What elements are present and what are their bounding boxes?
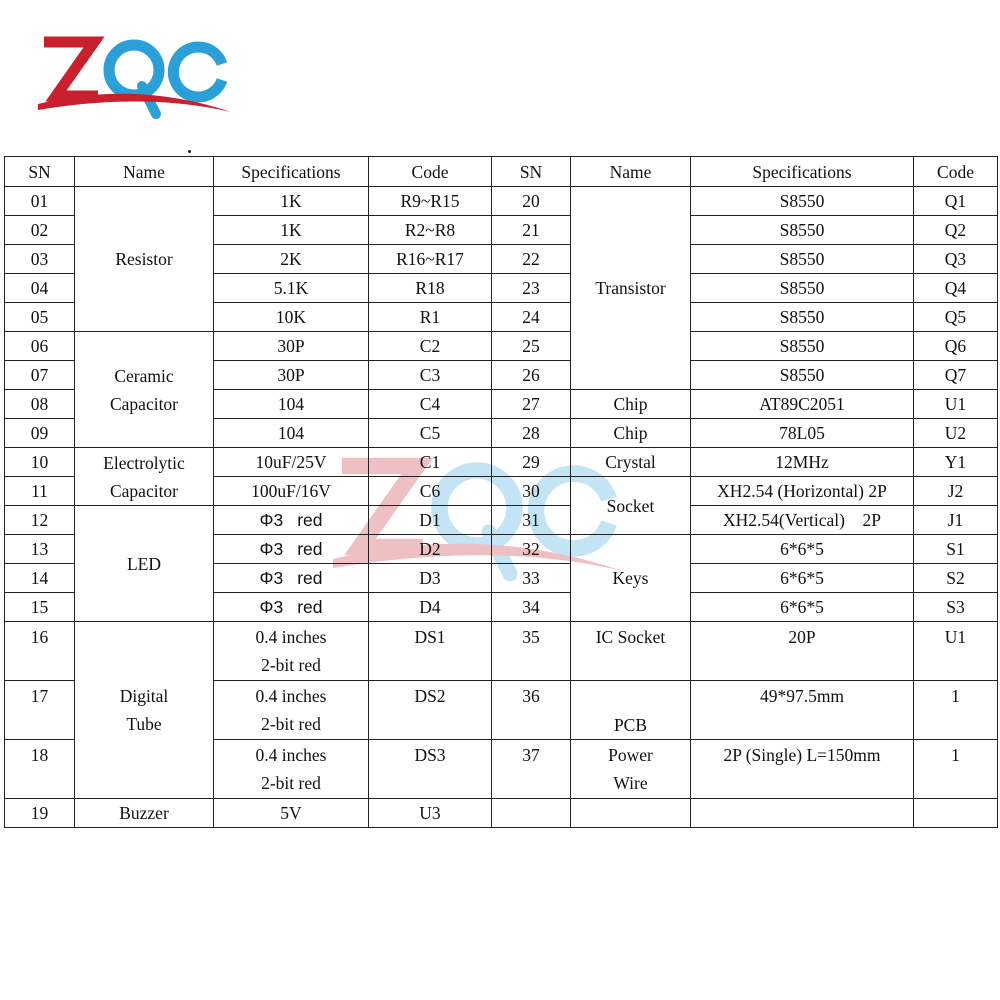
led-phi: Φ3 <box>259 539 284 559</box>
cell-sn: 01 <box>5 187 75 216</box>
cell-code: U1 <box>914 622 998 681</box>
cell-sn: 35 <box>492 622 571 681</box>
cell-spec: S8550 <box>691 332 914 361</box>
cell-sn: 09 <box>5 419 75 448</box>
cell-empty <box>914 799 998 828</box>
cell-code: D4 <box>369 593 492 622</box>
name-electrolytic-capacitor <box>75 448 214 506</box>
cell-code: C5 <box>369 419 492 448</box>
cell-spec-led <box>214 564 369 593</box>
name-line: Digital <box>119 686 169 706</box>
cell-spec: 1K <box>214 187 369 216</box>
name-socket: Socket <box>571 477 691 535</box>
cell-spec: 104 <box>214 419 369 448</box>
cell-code: 1 <box>914 740 998 799</box>
cell-sn: 04 <box>5 274 75 303</box>
led-phi: Φ3 <box>259 568 284 588</box>
cell-code: C1 <box>369 448 492 477</box>
cell-code: DS3 <box>369 740 492 799</box>
cell-empty <box>691 799 914 828</box>
name-led: LED <box>75 506 214 622</box>
header-specifications: Specifications <box>214 157 369 187</box>
cell-sn: 18 <box>5 740 75 799</box>
led-color: red <box>297 568 323 588</box>
cell-spec: 5V <box>214 799 369 828</box>
cell-sn: 02 <box>5 216 75 245</box>
name-ic-socket: IC Socket <box>571 622 691 681</box>
cell-code: Q6 <box>914 332 998 361</box>
header-sn: SN <box>492 157 571 187</box>
led-phi: Φ3 <box>259 510 284 530</box>
cell-sn: 07 <box>5 361 75 390</box>
name-line: Capacitor <box>109 480 179 501</box>
cell-sn: 05 <box>5 303 75 332</box>
cell-code: Q2 <box>914 216 998 245</box>
cell-sn: 22 <box>492 245 571 274</box>
cell-spec: S8550 <box>691 216 914 245</box>
name-chip: Chip <box>571 390 691 419</box>
cell-spec: 12MHz <box>691 448 914 477</box>
cell-spec: S8550 <box>691 303 914 332</box>
cell-code: D2 <box>369 535 492 564</box>
cell-sn: 30 <box>492 477 571 506</box>
cell-sn: 17 <box>5 681 75 740</box>
cell-code: 1 <box>914 681 998 740</box>
cell-code: R18 <box>369 274 492 303</box>
cell-spec: S8550 <box>691 274 914 303</box>
cell-sn: 23 <box>492 274 571 303</box>
cell-sn: 24 <box>492 303 571 332</box>
cell-spec-led <box>214 593 369 622</box>
cell-spec: 1K <box>214 216 369 245</box>
header-specifications: Specifications <box>691 157 914 187</box>
cell-sn: 32 <box>492 535 571 564</box>
cell-sn: 37 <box>492 740 571 799</box>
cell-code: Q7 <box>914 361 998 390</box>
cell-sn: 25 <box>492 332 571 361</box>
cell-spec: 2K <box>214 245 369 274</box>
cell-code: DS2 <box>369 681 492 740</box>
cell-spec: AT89C2051 <box>691 390 914 419</box>
cell-sn: 28 <box>492 419 571 448</box>
cell-code: R1 <box>369 303 492 332</box>
header-row <box>5 157 998 187</box>
cell-code: J1 <box>914 506 998 535</box>
cell-sn: 27 <box>492 390 571 419</box>
cell-sn: 10 <box>5 448 75 477</box>
cell-sn: 31 <box>492 506 571 535</box>
name-resistor: Resistor <box>75 187 214 332</box>
cell-spec-tube <box>214 622 369 681</box>
header-name: Name <box>571 157 691 187</box>
cell-code: S3 <box>914 593 998 622</box>
cell-code: U2 <box>914 419 998 448</box>
cell-spec: 30P <box>214 361 369 390</box>
cell-sn: 21 <box>492 216 571 245</box>
header-code: Code <box>369 157 492 187</box>
cell-sn: 03 <box>5 245 75 274</box>
cell-spec: 100uF/16V <box>214 477 369 506</box>
cell-code: Q5 <box>914 303 998 332</box>
header-sn: SN <box>5 157 75 187</box>
name-line: Electrolytic <box>103 452 185 473</box>
led-color: red <box>297 597 323 617</box>
cell-spec: 78L05 <box>691 419 914 448</box>
table-row <box>5 799 998 828</box>
stray-dot <box>188 150 191 153</box>
cell-sn: 14 <box>5 564 75 593</box>
cell-spec: S8550 <box>691 245 914 274</box>
cell-sn: 08 <box>5 390 75 419</box>
cell-spec-led <box>214 506 369 535</box>
cell-sn: 16 <box>5 622 75 681</box>
table-row <box>5 506 998 535</box>
cell-spec: XH2.54 (Horizontal) 2P <box>691 477 914 506</box>
name-line: Power <box>608 745 653 765</box>
tube-type: 2-bit red <box>261 714 321 734</box>
cell-empty <box>571 799 691 828</box>
cell-spec: 6*6*5 <box>691 593 914 622</box>
name-power-wire <box>571 740 691 799</box>
cell-code: C6 <box>369 477 492 506</box>
name-line: Tube <box>126 714 162 734</box>
name-line: Capacitor <box>109 393 179 414</box>
name-keys: Keys <box>571 535 691 622</box>
name-digital-tube <box>75 622 214 799</box>
cell-spec: S8550 <box>691 361 914 390</box>
cell-code: S2 <box>914 564 998 593</box>
zqc-logo <box>36 30 236 130</box>
name-ceramic-capacitor <box>75 332 214 448</box>
cell-sn: 26 <box>492 361 571 390</box>
cell-code: C2 <box>369 332 492 361</box>
cell-spec: 5.1K <box>214 274 369 303</box>
cell-sn: 06 <box>5 332 75 361</box>
cell-spec: 49*97.5mm <box>691 681 914 740</box>
cell-spec: 30P <box>214 332 369 361</box>
cell-sn: 12 <box>5 506 75 535</box>
tube-type: 2-bit red <box>261 773 321 793</box>
cell-sn: 34 <box>492 593 571 622</box>
cell-sn: 33 <box>492 564 571 593</box>
cell-spec-tube <box>214 740 369 799</box>
tube-type: 2-bit red <box>261 655 321 675</box>
header-name: Name <box>75 157 214 187</box>
cell-code: C4 <box>369 390 492 419</box>
name-crystal: Crystal <box>571 448 691 477</box>
cell-sn: 19 <box>5 799 75 828</box>
cell-code: S1 <box>914 535 998 564</box>
cell-spec: 10uF/25V <box>214 448 369 477</box>
cell-sn: 20 <box>492 187 571 216</box>
cell-spec: XH2.54(Vertical) 2P <box>691 506 914 535</box>
name-transistor: Transistor <box>571 187 691 390</box>
header-code: Code <box>914 157 998 187</box>
tube-size: 0.4 inches <box>255 745 327 765</box>
cell-spec: S8550 <box>691 187 914 216</box>
cell-code: R16~R17 <box>369 245 492 274</box>
cell-sn: 13 <box>5 535 75 564</box>
table-row <box>5 622 998 681</box>
cell-code: U3 <box>369 799 492 828</box>
cell-code: Y1 <box>914 448 998 477</box>
name-buzzer: Buzzer <box>75 799 214 828</box>
table-row <box>5 448 998 477</box>
name-line: Ceramic <box>114 365 174 386</box>
cell-code: D1 <box>369 506 492 535</box>
name-line: Wire <box>613 773 648 793</box>
cell-sn: 15 <box>5 593 75 622</box>
cell-sn: 29 <box>492 448 571 477</box>
cell-spec: 10K <box>214 303 369 332</box>
cell-spec: 20P <box>691 622 914 681</box>
cell-code: J2 <box>914 477 998 506</box>
cell-code: D3 <box>369 564 492 593</box>
cell-spec-tube <box>214 681 369 740</box>
cell-spec: 104 <box>214 390 369 419</box>
tube-size: 0.4 inches <box>255 627 327 647</box>
cell-spec-led <box>214 535 369 564</box>
cell-code: Q3 <box>914 245 998 274</box>
led-phi: Φ3 <box>259 597 284 617</box>
cell-code: R9~R15 <box>369 187 492 216</box>
name-chip: Chip <box>571 419 691 448</box>
cell-code: C3 <box>369 361 492 390</box>
cell-spec: 6*6*5 <box>691 564 914 593</box>
cell-sn: 36 <box>492 681 571 740</box>
cell-code: U1 <box>914 390 998 419</box>
cell-spec: 6*6*5 <box>691 535 914 564</box>
cell-empty <box>492 799 571 828</box>
table-row <box>5 187 998 216</box>
led-color: red <box>297 539 323 559</box>
table-row <box>5 332 998 361</box>
cell-code: Q1 <box>914 187 998 216</box>
cell-code: R2~R8 <box>369 216 492 245</box>
led-color: red <box>297 510 323 530</box>
cell-sn: 11 <box>5 477 75 506</box>
tube-size: 0.4 inches <box>255 686 327 706</box>
cell-code: Q4 <box>914 274 998 303</box>
parts-table <box>4 156 998 828</box>
cell-code: DS1 <box>369 622 492 681</box>
cell-spec: 2P (Single) L=150mm <box>691 740 914 799</box>
name-pcb: PCB <box>571 681 691 740</box>
